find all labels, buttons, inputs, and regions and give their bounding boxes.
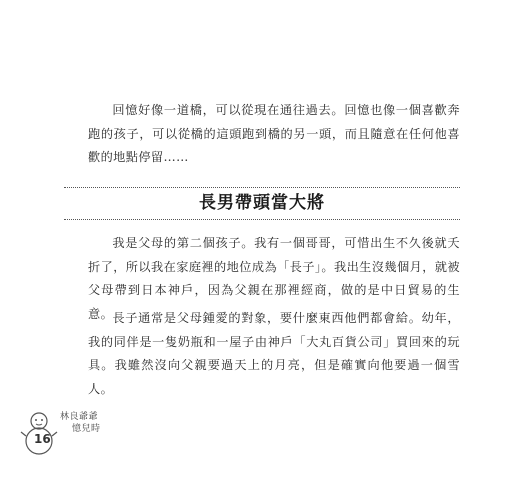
page-footer [20, 408, 140, 456]
book-title: 林良爺爺 [60, 412, 99, 422]
intro-paragraph: 回憶好像一道橋，可以從現在通往過去。回憶也像一個喜歡奔跑的孩子，可以從橋的這頭跑到橋的另一頭，而且隨意在任何他喜歡的地點停留…… [88, 103, 460, 164]
book-subtitle: 憶兒時 [72, 424, 101, 434]
body-paragraph: 長子通常是父母鍾愛的對象，要什麼東西他們都會給。幼年，我的同伴是一隻奶瓶和一屋子由神戶「大丸百貨公司」買回來的玩具。我雖然沒向父親要過天上的月亮，但是確實向他要過一個雪人。 [88, 311, 460, 396]
section-divider-bottom [64, 219, 460, 220]
section-title: 長男帶頭當大將 [199, 193, 325, 213]
page-number: 16 [34, 432, 51, 446]
section-divider-top [64, 187, 460, 188]
body-paragraph: 我是父母的第二個孩子。我有一個哥哥，可惜出生不久後就夭折了，所以我在家庭裡的地位成為「長子」。我出生沒幾個月，就被父母帶到日本神戶，因為父親在那裡經商，做的是中日貿易的生意。 [88, 236, 460, 321]
